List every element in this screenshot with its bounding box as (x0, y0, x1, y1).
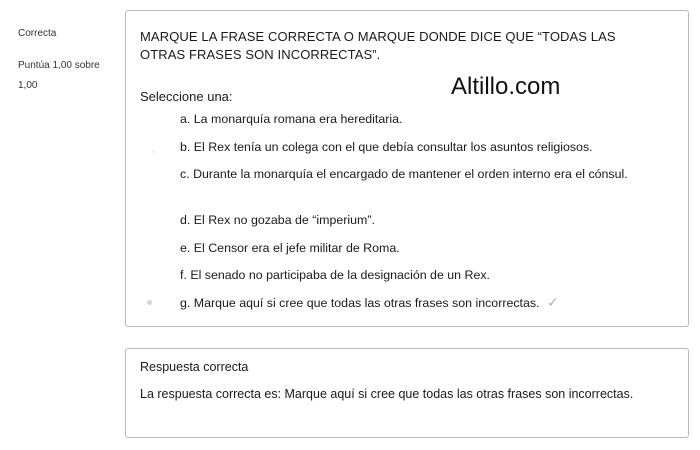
option-label: g. Marque aquí si cree que todas las otras frases son incorrectas. (180, 296, 540, 310)
option-label: c. Durante la monarquía el encargado de mantener el orden interno era el cónsul. (180, 167, 628, 181)
option-b[interactable] (180, 137, 593, 157)
option-f[interactable] (180, 265, 490, 285)
option-g[interactable] (180, 292, 559, 313)
option-e[interactable] (180, 238, 400, 258)
option-d[interactable] (180, 210, 375, 230)
question-text: MARQUE LA FRASE CORRECTA O MARQUE DONDE DICE QUE “TODAS LAS OTRAS FRASES SON INCORRECTAS”. (140, 29, 616, 62)
watermark: Altillo.com (451, 73, 561, 100)
feedback-title: Respuesta correcta (140, 360, 249, 374)
feedback-box (125, 348, 689, 438)
option-a[interactable] (180, 109, 402, 129)
option-label: e. El Censor era el jefe militar de Roma. (180, 241, 400, 255)
option-label: f. El senado no participaba de la designación de un Rex. (180, 268, 490, 282)
question-state: Correcta (18, 28, 57, 39)
question-info (18, 28, 118, 96)
option-c[interactable] (166, 164, 646, 184)
question-grade: Puntúa 1,00 sobre 1,00 (18, 60, 100, 91)
option-label: a. La monarquía romana era hereditaria. (180, 112, 403, 126)
option-label: b. El Rex tenía un colega con el que debía consultar los asuntos religiosos. (180, 140, 593, 154)
radio-b[interactable] (152, 150, 155, 153)
option-label: d. El Rex no gozaba de “imperium”. (180, 213, 375, 227)
feedback-text: La respuesta correcta es: Marque aquí si cree que todas las otras frases son incorrectas. (140, 387, 634, 401)
radio-g-selected[interactable] (147, 300, 152, 305)
answer-prompt: Seleccione una: (140, 89, 233, 104)
check-icon: ✓ (546, 294, 559, 310)
question-box (125, 10, 689, 327)
